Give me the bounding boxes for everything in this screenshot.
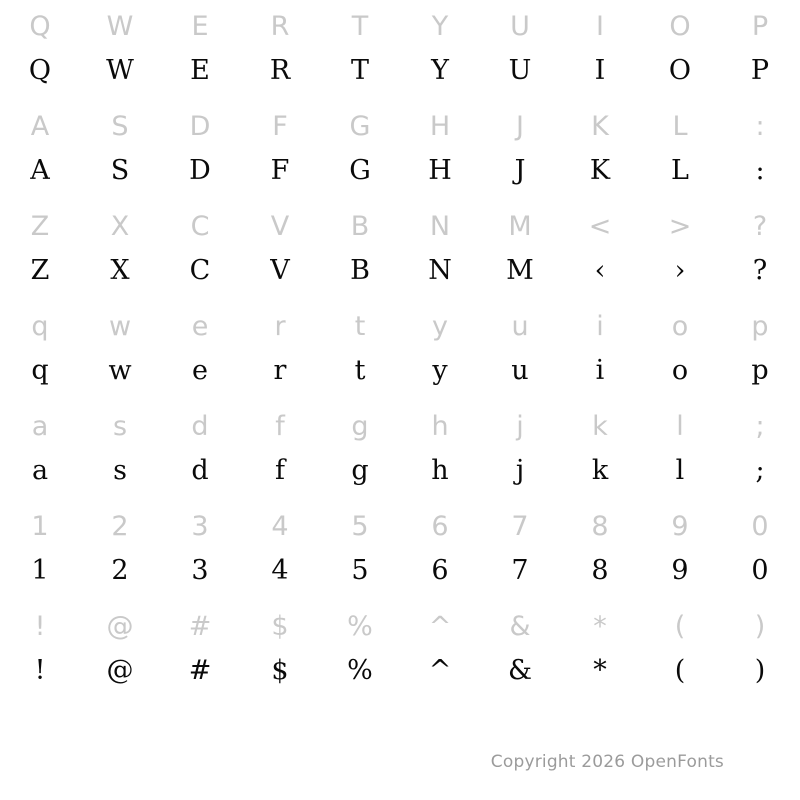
sample-character: o [671,355,689,386]
glyph-cell [80,204,160,304]
key-character: > [668,211,692,242]
key-character: ! [34,611,46,642]
key-character: E [191,11,209,42]
key-character: D [189,111,211,142]
glyph-cell [0,504,80,604]
sample-character: G [349,155,371,186]
sample-character: L [671,155,689,186]
sample-character: E [190,55,210,86]
glyph-cell [160,204,240,304]
key-character: ) [754,611,766,642]
sample-character: ^ [428,655,452,686]
key-character: f [275,411,285,442]
glyph-cell [320,504,400,604]
key-character: 8 [591,511,609,542]
key-character: H [429,111,451,142]
key-character: 9 [671,511,689,542]
glyph-row [0,404,800,504]
sample-character: l [675,455,685,486]
glyph-cell [320,304,400,404]
glyph-cell [640,604,720,704]
glyph-row [0,4,800,104]
glyph-cell [400,204,480,304]
glyph-cell [560,604,640,704]
sample-character: A [30,155,50,186]
sample-character: F [270,155,290,186]
key-character: k [592,411,608,442]
glyph-cell [0,4,80,104]
glyph-cell [560,104,640,204]
sample-character: t [354,355,366,386]
sample-character: 3 [191,555,209,586]
sample-character: h [431,455,449,486]
sample-character: › [674,255,686,286]
glyph-cell [160,4,240,104]
key-character: Q [29,11,51,42]
glyph-row [0,304,800,404]
glyph-cell [480,604,560,704]
glyph-cell [320,404,400,504]
key-character: a [31,411,49,442]
sample-character: w [108,355,132,386]
sample-character: 2 [111,555,129,586]
key-character: & [509,611,531,642]
key-character: @ [106,611,134,642]
glyph-cell [640,304,720,404]
glyph-cell [400,504,480,604]
key-character: P [751,11,769,42]
glyph-cell [640,404,720,504]
sample-character: r [273,355,287,386]
key-character: Y [431,11,449,42]
glyph-cell [0,104,80,204]
sample-character: ; [755,455,765,486]
sample-character: 1 [31,555,49,586]
glyph-cell [640,4,720,104]
key-character: F [272,111,288,142]
glyph-cell [720,604,800,704]
glyph-cell [480,304,560,404]
glyph-cell [400,604,480,704]
sample-character: & [507,655,533,686]
sample-character: ? [752,255,768,286]
glyph-cell [400,4,480,104]
glyph-cell [240,104,320,204]
glyph-cell [80,504,160,604]
key-character: ? [752,211,768,242]
sample-character: K [589,155,611,186]
sample-character: j [515,455,525,486]
glyph-row [0,604,800,704]
glyph-cell [80,104,160,204]
glyph-cell [160,504,240,604]
glyph-cell [320,4,400,104]
sample-character: U [508,55,532,86]
sample-character: O [668,55,692,86]
sample-character: d [191,455,209,486]
key-character: ^ [428,611,452,642]
key-character: S [111,111,129,142]
key-character: U [510,11,530,42]
sample-character: q [31,355,49,386]
glyph-row [0,504,800,604]
glyph-cell [80,304,160,404]
key-character: C [190,211,210,242]
glyph-cell [480,504,560,604]
sample-character: T [350,55,369,86]
key-character: A [30,111,50,142]
key-character: < [588,211,612,242]
key-character: % [347,611,373,642]
glyph-cell [0,604,80,704]
sample-character: 4 [271,555,289,586]
key-character: p [751,311,769,342]
key-character: 2 [111,511,129,542]
glyph-cell [560,4,640,104]
sample-character: Z [30,255,50,286]
key-character: o [671,311,689,342]
glyph-cell [480,404,560,504]
glyph-cell [80,4,160,104]
key-character: w [108,311,132,342]
sample-character: ! [34,655,46,686]
glyph-cell [720,4,800,104]
glyph-cell [400,304,480,404]
glyph-cell [720,204,800,304]
sample-character: 0 [751,555,769,586]
key-character: M [508,211,532,242]
glyph-cell [640,104,720,204]
sample-character: u [511,355,529,386]
key-character: y [432,311,448,342]
glyph-cell [240,504,320,604]
glyph-cell [560,404,640,504]
key-character: # [188,611,212,642]
glyph-cell [320,104,400,204]
key-character: $ [271,611,289,642]
sample-character: : [755,155,765,186]
glyph-cell [80,404,160,504]
glyph-cell [720,404,800,504]
glyph-cell [720,304,800,404]
key-character: u [511,311,529,342]
sample-character: s [113,455,127,486]
key-character: * [593,611,607,642]
glyph-cell [640,204,720,304]
sample-character: R [269,55,291,86]
sample-character: i [595,355,605,386]
key-character: T [351,11,369,42]
key-character: q [31,311,49,342]
sample-character: N [428,255,452,286]
glyph-cell [640,504,720,604]
glyph-cell [320,204,400,304]
sample-character: 7 [511,555,529,586]
glyph-cell [240,604,320,704]
sample-character: $ [271,655,289,686]
sample-character: P [750,55,770,86]
glyph-cell [560,204,640,304]
copyright-footer: Copyright 2026 OpenFonts [490,752,724,772]
glyph-cell [720,504,800,604]
sample-character: Y [431,55,449,86]
key-character: V [270,211,290,242]
key-character: ( [674,611,686,642]
sample-character: 6 [431,555,449,586]
sample-character: M [506,255,534,286]
key-character: 0 [751,511,769,542]
key-character: W [106,11,134,42]
glyph-cell [160,604,240,704]
glyph-cell [560,504,640,604]
glyph-cell [240,404,320,504]
sample-character: X [110,255,130,286]
key-character: h [431,411,449,442]
key-character: d [191,411,209,442]
glyph-cell [480,4,560,104]
glyph-cell [80,604,160,704]
sample-character: 8 [591,555,609,586]
glyph-cell [240,304,320,404]
key-character: X [110,211,130,242]
sample-character: e [192,355,208,386]
glyph-cell [0,204,80,304]
key-character: e [191,311,209,342]
sample-character: I [594,55,606,86]
sample-character: # [188,655,212,686]
sample-character: p [751,355,769,386]
key-character: 3 [191,511,209,542]
key-character: i [596,311,604,342]
glyph-cell [720,104,800,204]
key-character: t [354,311,366,342]
glyph-cell [400,104,480,204]
key-character: L [672,111,688,142]
sample-character: H [428,155,452,186]
key-character: I [596,11,604,42]
sample-character: C [189,255,211,286]
sample-character: V [270,255,290,286]
glyph-cell [400,404,480,504]
key-character: K [591,111,609,142]
sample-character: ) [754,655,766,686]
key-character: 7 [511,511,529,542]
key-character: 5 [351,511,369,542]
sample-character: % [347,655,373,686]
sample-character: S [110,155,130,186]
key-character: ; [755,411,765,442]
key-character: g [351,411,369,442]
sample-character: ‹ [594,255,606,286]
sample-character: g [351,455,369,486]
key-character: B [350,211,370,242]
glyph-cell [160,304,240,404]
glyph-cell [240,204,320,304]
glyph-cell [320,604,400,704]
sample-character: W [106,55,134,86]
key-character: G [349,111,371,142]
sample-character: J [514,155,526,186]
key-character: 4 [271,511,289,542]
sample-character: f [275,455,285,486]
sample-character: 5 [351,555,369,586]
key-character: N [429,211,451,242]
sample-character: * [593,655,607,686]
glyph-cell [480,104,560,204]
sample-character: @ [106,655,134,686]
glyph-cell [160,404,240,504]
glyph-cell [480,204,560,304]
sample-character: B [350,255,370,286]
glyph-cell [240,4,320,104]
key-character: 6 [431,511,449,542]
key-character: R [270,11,290,42]
key-character: 1 [31,511,49,542]
glyph-cell [560,304,640,404]
glyph-cell [160,104,240,204]
sample-character: ( [674,655,686,686]
key-character: J [516,111,524,142]
sample-character: k [591,455,609,486]
sample-character: 9 [671,555,689,586]
sample-character: y [432,355,448,386]
glyph-cell [0,404,80,504]
key-character: j [516,411,524,442]
key-character: r [274,311,286,342]
glyph-row [0,104,800,204]
glyph-cell [0,304,80,404]
sample-character: a [31,455,49,486]
key-character: l [676,411,684,442]
glyph-row [0,204,800,304]
sample-character: D [189,155,211,186]
key-character: : [755,111,765,142]
key-character: s [112,411,128,442]
key-character: Z [30,211,50,242]
key-character: O [669,11,691,42]
sample-character: Q [28,55,52,86]
